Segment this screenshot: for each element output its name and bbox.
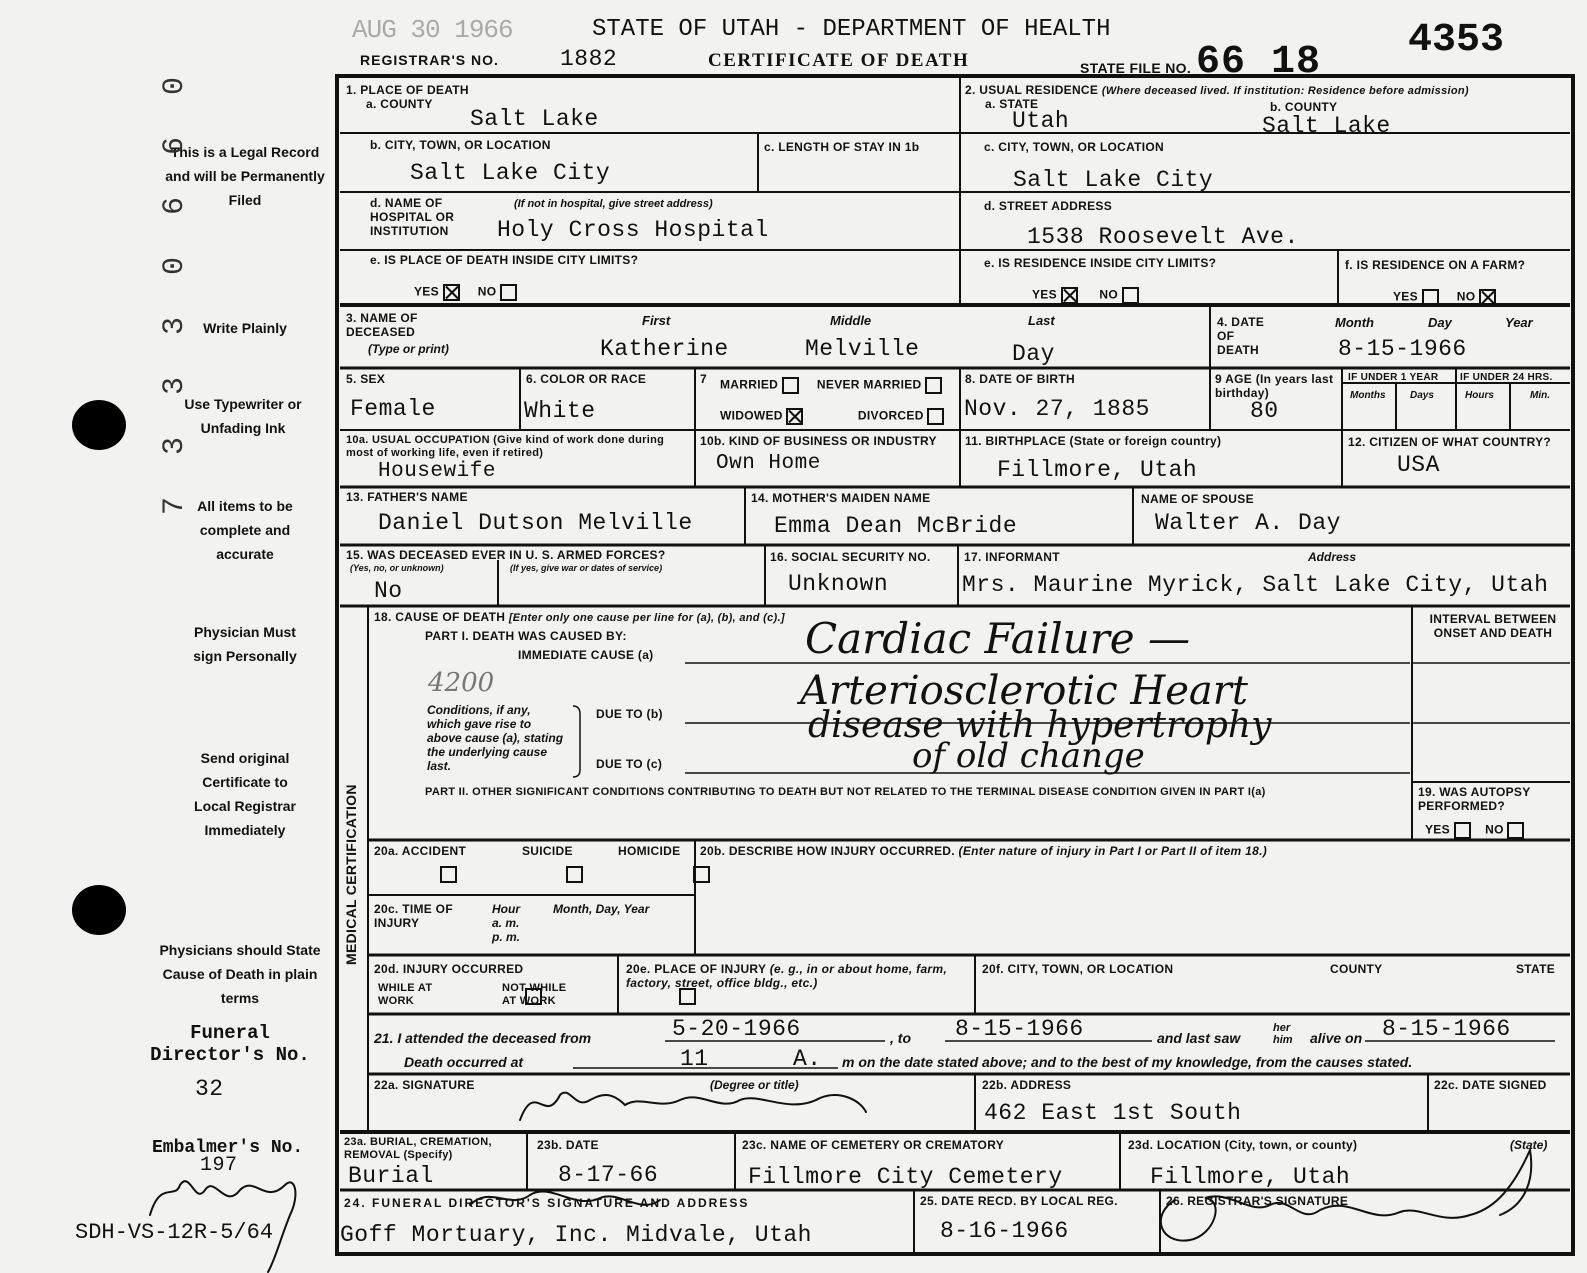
cause-note: Physicians should State Cause of Death in plain terms <box>159 942 321 1006</box>
date-received: 8-16-1966 <box>940 1218 1069 1244</box>
burial-location: Fillmore, Utah <box>1150 1164 1351 1190</box>
age: 80 <box>1250 398 1279 424</box>
punch-hole-top <box>72 400 126 450</box>
label-ssn: 16. SOCIAL SECURITY NO. <box>770 550 931 564</box>
label-state-paren: (State) <box>1510 1138 1548 1152</box>
label-under-1: IF UNDER 1 YEAR <box>1348 372 1439 383</box>
cemetery: Fillmore City Cemetery <box>748 1164 1063 1190</box>
never-married-box[interactable] <box>925 377 942 394</box>
label-immediate: IMMEDIATE CAUSE (a) <box>518 648 654 662</box>
cause-b: Arteriosclerotic Heart <box>800 668 1248 714</box>
vertical-file-number: 7 3 3 3 0 6 6 0 <box>158 64 192 515</box>
married-label: MARRIED <box>720 377 779 392</box>
label-address: Address <box>1308 550 1357 564</box>
label-physician-address: 22b. ADDRESS <box>982 1078 1072 1092</box>
mother-name: Emma Dean McBride <box>774 513 1018 539</box>
date-of-death: 8-15-1966 <box>1338 336 1467 362</box>
label-armed-note1: (Yes, no, or unknown) <box>350 563 444 573</box>
res-street: 1538 Roosevelt Ave. <box>1027 224 1299 250</box>
label-sex: 5. SEX <box>346 372 386 386</box>
cause-code: 4200 <box>428 668 495 698</box>
label-res-county: b. COUNTY <box>1270 100 1338 114</box>
state-file-no: 66 18 <box>1196 40 1322 85</box>
burial: Burial <box>348 1163 434 1189</box>
label-cause-note: [Enter only one cause per line for (a), (b), and (c).] <box>508 612 785 624</box>
attended-from: 5-20-1966 <box>672 1016 801 1042</box>
armed-forces: No <box>374 578 403 604</box>
farm-yes-box[interactable] <box>1422 289 1439 306</box>
res-county: Salt Lake <box>1262 113 1391 139</box>
label-armed-forces: 15. WAS DECEASED EVER IN U. S. ARMED FORCES? <box>346 548 666 562</box>
label-hours: Hours <box>1465 390 1494 401</box>
write-plainly-note: Write Plainly <box>203 320 287 336</box>
autopsy-checks <box>1425 822 1524 839</box>
label-place-injury-title: 20e. PLACE OF INJURY <box>626 962 767 976</box>
label-under-24: IF UNDER 24 HRS. <box>1460 372 1553 383</box>
not-work-box[interactable] <box>679 988 696 1005</box>
label-suicide: SUICIDE <box>522 844 573 858</box>
label-how-injury-note: (Enter nature of injury in Part I or Part II of item 18.) <box>958 844 1268 858</box>
label-business: 10b. KIND OF BUSINESS OR INDUSTRY <box>700 434 937 448</box>
label-informant: 17. INFORMANT <box>964 550 1060 564</box>
cause-c: disease with hypertrophy <box>808 705 1272 746</box>
label-how-injury <box>700 844 1267 858</box>
autopsy-yes-box[interactable] <box>1454 822 1471 839</box>
medical-certification-label: MEDICAL CERTIFICATION <box>343 784 359 965</box>
label-mother: 14. MOTHER'S MAIDEN NAME <box>751 491 931 505</box>
label-injury-state: STATE <box>1516 962 1556 976</box>
label-cemetery: 23c. NAME OF CEMETERY OR CREMATORY <box>742 1138 1005 1152</box>
label-location: 23d. LOCATION (City, town, or county) <box>1128 1138 1358 1152</box>
yes-label: YES <box>1425 822 1450 837</box>
label-middle: Middle <box>830 313 872 328</box>
label-days: Days <box>1410 390 1434 401</box>
funeral-director: Goff Mortuary, Inc. Midvale, Utah <box>340 1222 812 1248</box>
label-autopsy: 19. WAS AUTOPSY PERFORMED? <box>1418 785 1531 813</box>
no-label: NO <box>477 284 497 299</box>
registrar-no: 1882 <box>560 46 618 72</box>
father-name: Daniel Dutson Melville <box>378 510 693 536</box>
label-conditions: Conditions, if any, which gave rise to above cause (a), stating the underlying cause last. <box>427 703 564 773</box>
divorced-label: DIVORCED <box>857 408 924 423</box>
label-year: Year <box>1505 315 1533 330</box>
label-name: 3. NAME OF DECEASED <box>346 311 418 339</box>
label-burial-date: 23b. DATE <box>537 1138 599 1152</box>
label-farm: f. IS RESIDENCE ON A FARM? <box>1345 258 1526 272</box>
birthplace: Fillmore, Utah <box>997 457 1198 483</box>
label-death-occurred: Death occurred at <box>404 1054 524 1070</box>
race: White <box>524 398 596 424</box>
label-city: b. CITY, TOWN, OR LOCATION <box>370 138 551 152</box>
yes-label: YES <box>1393 289 1418 304</box>
label-injury-city: 20f. CITY, TOWN, OR LOCATION <box>982 962 1174 976</box>
label-res-in-city: e. IS RESIDENCE INSIDE CITY LIMITS? <box>984 256 1217 270</box>
label-spouse: NAME OF SPOUSE <box>1141 492 1254 506</box>
widowed-label: WIDOWED <box>720 408 783 423</box>
label-name-note: (Type or print) <box>368 342 449 356</box>
res-city: Salt Lake City <box>1013 167 1214 193</box>
last-seen-alive: 8-15-1966 <box>1382 1016 1511 1042</box>
embalmer-no: 197 <box>200 1154 238 1177</box>
widowed-box[interactable] <box>786 408 803 425</box>
death-in-city-checks <box>414 284 517 301</box>
label-funeral-director: 24. FUNERAL DIRECTOR'S SIGNATURE AND ADDRESS <box>344 1196 750 1210</box>
embalmer-label: Embalmer's No. <box>152 1138 304 1158</box>
form-id: SDH-VS-12R-5/64 <box>75 1220 274 1245</box>
label-residence-note: (Where deceased lived. If institution: Residence before admission) <box>1101 85 1469 97</box>
label-her-him: her him <box>1273 1022 1293 1046</box>
state-file-label: STATE FILE NO. <box>1080 60 1192 76</box>
funeral-director-label: Funeral Director's No. <box>150 1022 310 1066</box>
label-day: Day <box>1428 315 1452 330</box>
married-row <box>720 377 942 394</box>
death-am-pm: A. <box>793 1046 822 1072</box>
never-married-label: NEVER MARRIED <box>816 377 922 392</box>
label-interval: INTERVAL BETWEEN ONSET AND DEATH <box>1429 612 1557 640</box>
typewriter-note: Use Typewriter or Unfading Ink <box>184 396 302 436</box>
legal-record-note: This is a Legal Record and will be Permanently Filed <box>165 144 325 208</box>
label-father: 13. FATHER'S NAME <box>346 490 468 504</box>
no-label: NO <box>1456 289 1476 304</box>
label-citizen: 12. CITIZEN OF WHAT COUNTRY? <box>1348 435 1552 449</box>
label-hour-ampm: Hour a. m. p. m. <box>492 902 521 944</box>
label-alive-on: alive on <box>1310 1030 1363 1046</box>
res-in-city-yes-box[interactable] <box>1061 287 1078 304</box>
label-date-of-death: 4. DATE OF DEATH <box>1217 315 1265 357</box>
label-county: a. COUNTY <box>366 97 433 111</box>
cause-a: Cardiac Failure — <box>805 614 1191 663</box>
label-date-received: 25. DATE RECD. BY LOCAL REG. <box>920 1194 1118 1208</box>
citizen: USA <box>1397 452 1440 478</box>
label-to: , to <box>890 1030 911 1046</box>
autopsy-no-box[interactable] <box>1507 822 1524 839</box>
label-res-city: c. CITY, TOWN, OR LOCATION <box>984 140 1165 154</box>
label-death-tail: m on the date stated above; and to the best of my knowledge, from the causes stated. <box>842 1054 1413 1070</box>
label-marital: 7 <box>700 372 707 386</box>
label-burial: 23a. BURIAL, CREMATION, REMOVAL (Specify) <box>344 1136 492 1161</box>
label-place-injury-note: (e. g., in or about home, farm, factory, street, office bldg., etc.) <box>626 962 947 990</box>
label-date-signed: 22c. DATE SIGNED <box>1434 1078 1547 1092</box>
sex: Female <box>350 396 436 422</box>
label-not-work: NOT WHILE AT WORK <box>502 982 567 1007</box>
label-injury-county: COUNTY <box>1330 962 1383 976</box>
attended-to: 8-15-1966 <box>955 1016 1084 1042</box>
res-state: Utah <box>1012 108 1070 134</box>
death-in-city-yes-box[interactable] <box>443 284 460 301</box>
label-due-b: DUE TO (b) <box>596 707 663 721</box>
label-birthplace: 11. BIRTHPLACE (State or foreign country) <box>965 434 1222 448</box>
divorced-box[interactable] <box>927 408 944 425</box>
physician-note: Physician Must sign Personally <box>193 624 297 664</box>
label-last-saw: and last saw <box>1157 1030 1241 1046</box>
yes-label: YES <box>1032 287 1057 302</box>
label-degree: (Degree or title) <box>710 1078 799 1092</box>
farm-no-box[interactable] <box>1479 289 1496 306</box>
label-cause <box>374 610 785 625</box>
label-time-injury: 20c. TIME OF INJURY <box>374 902 453 930</box>
received-stamp: AUG 30 1966 <box>352 15 513 45</box>
label-hospital: d. NAME OF HOSPITAL OR INSTITUTION <box>370 196 455 238</box>
no-label: NO <box>1099 287 1118 302</box>
physician-address: 462 East 1st South <box>984 1100 1242 1126</box>
label-while-work: WHILE AT WORK <box>378 982 433 1007</box>
social-security: Unknown <box>788 571 889 597</box>
label-armed-note2: (If yes, give war or dates of service) <box>510 563 663 573</box>
label-last: Last <box>1028 313 1055 328</box>
death-hour: 11 <box>680 1046 709 1072</box>
label-mdy: Month, Day, Year <box>553 902 650 916</box>
label-death-in-city: e. IS PLACE OF DEATH INSIDE CITY LIMITS? <box>370 253 639 267</box>
married-box[interactable] <box>782 377 799 394</box>
label-part1: PART I. DEATH WAS CAUSED BY: <box>425 629 627 643</box>
certificate-number: 4353 <box>1408 18 1505 63</box>
hospital-name: Holy Cross Hospital <box>497 217 769 243</box>
first-name: Katherine <box>600 336 729 362</box>
res-in-city-no-box[interactable] <box>1122 287 1139 304</box>
date-of-birth: Nov. 27, 1885 <box>964 396 1150 422</box>
middle-name: Melville <box>805 336 920 362</box>
label-length-of-stay: c. LENGTH OF STAY IN 1b <box>764 140 920 154</box>
occupation: Housewife <box>378 460 496 483</box>
label-homicide: HOMICIDE <box>618 844 681 858</box>
label-due-c: DUE TO (c) <box>596 757 663 771</box>
label-place-injury <box>626 962 966 990</box>
label-res-state: a. STATE <box>985 97 1039 111</box>
registrar-no-label: REGISTRAR'S NO. <box>360 52 499 68</box>
death-county: Salt Lake <box>470 106 599 132</box>
label-occupation: 10a. USUAL OCCUPATION (Give kind of work done during most of working life, even if retired) <box>346 434 665 459</box>
accident-box[interactable] <box>440 866 457 883</box>
label-months: Months <box>1350 390 1386 401</box>
label-injury-occurred: 20d. INJURY OCCURRED <box>374 962 524 976</box>
last-name: Day <box>1012 341 1055 367</box>
yes-label: YES <box>414 284 439 299</box>
label-residence <box>965 83 1469 98</box>
label-registrar-signature: 26. REGISTRAR'S SIGNATURE <box>1166 1194 1349 1208</box>
label-min: Min. <box>1530 390 1550 401</box>
label-street: d. STREET ADDRESS <box>984 199 1113 213</box>
death-city: Salt Lake City <box>410 160 611 186</box>
label-signature: 22a. SIGNATURE <box>374 1078 475 1092</box>
spouse-name: Walter A. Day <box>1155 510 1341 536</box>
label-dob: 8. DATE OF BIRTH <box>965 372 1075 386</box>
suicide-box[interactable] <box>566 866 583 883</box>
label-cause-title: 18. CAUSE OF DEATH <box>374 610 506 624</box>
business: Own Home <box>716 452 821 475</box>
widowed-row <box>720 408 944 425</box>
informant: Mrs. Maurine Myrick, Salt Lake City, Utah <box>962 572 1549 598</box>
certificate-title: CERTIFICATE OF DEATH <box>708 50 970 71</box>
label-race: 6. COLOR OR RACE <box>526 372 647 386</box>
label-place-of-death: 1. PLACE OF DEATH <box>346 83 469 97</box>
label-age: 9 AGE (In years last birthday) <box>1215 372 1334 400</box>
label-part2: PART II. OTHER SIGNIFICANT CONDITIONS CONTRIBUTING TO DEATH BUT NOT RELATED TO THE TERMINAL DISEASE CONDITION GIVEN IN PART I(a) <box>425 786 1266 798</box>
label-residence-title: 2. USUAL RESIDENCE <box>965 83 1099 97</box>
farm-checks <box>1393 289 1496 306</box>
death-in-city-no-box[interactable] <box>500 284 517 301</box>
label-attended: 21. I attended the deceased from <box>374 1030 592 1046</box>
label-accident: 20a. ACCIDENT <box>374 844 467 858</box>
label-month: Month <box>1335 315 1374 330</box>
label-first: First <box>642 313 671 328</box>
funeral-director-no: 32 <box>195 1076 224 1102</box>
send-note: Send original Certificate to Local Registrar Immediately <box>194 750 296 838</box>
res-in-city-checks <box>1032 287 1139 304</box>
label-hospital-note: (If not in hospital, give street address) <box>514 198 713 210</box>
complete-note: All items to be complete and accurate <box>197 498 293 562</box>
burial-date: 8-17-66 <box>558 1162 659 1188</box>
punch-hole-bottom <box>72 885 126 935</box>
no-label: NO <box>1485 822 1504 837</box>
homicide-box[interactable] <box>693 866 710 883</box>
physician-signature <box>520 1093 866 1120</box>
cause-c-2: of old change <box>912 736 1145 776</box>
label-how-injury-title: 20b. DESCRIBE HOW INJURY OCCURRED. <box>700 844 955 858</box>
department-heading: STATE OF UTAH - DEPARTMENT OF HEALTH <box>592 16 1111 43</box>
